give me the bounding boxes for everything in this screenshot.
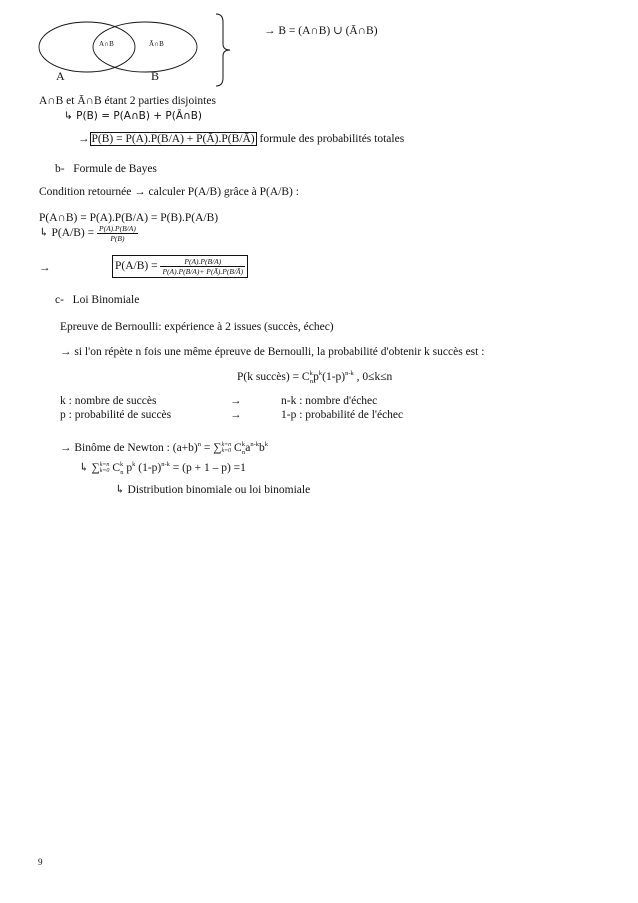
bayes-heading — [55, 163, 157, 175]
sum-bottom: k=0 — [99, 468, 110, 475]
def-arrow-0: → — [230, 395, 242, 407]
pk-prefix: P(k succès) = C — [237, 370, 310, 383]
arrow: → — [78, 133, 90, 145]
sum-symbol: ∑ — [91, 462, 100, 474]
fraction-denominator: P(A).P(B/A)+ P(Ā).P(B/Ā) — [162, 267, 244, 276]
sum-line-p-exp: k — [132, 461, 136, 469]
def-left-1: p : probabilité de succès — [60, 409, 172, 421]
pk-q-exp: n-k — [345, 370, 354, 377]
bayes-pab-fraction — [97, 224, 138, 243]
sum-top: k=n — [99, 462, 110, 469]
pk-suffix: , 0≤k≤n — [356, 370, 393, 383]
newton-term-n: n — [241, 449, 246, 457]
newton-a: a — [245, 441, 251, 454]
bernoulli-text: Epreuve de Bernoulli: expérience à 2 issues (succès, échec) — [60, 321, 334, 333]
sum-line-term: C — [112, 462, 120, 474]
def-arrow-1: → — [230, 409, 242, 421]
binomial-heading-text: Loi Binomiale — [72, 294, 140, 306]
pk-n: n — [309, 378, 314, 386]
bayes-final-prefix: P(A/B) = — [115, 260, 158, 273]
venn-label-a: A — [56, 69, 65, 83]
newton-b-exp: k — [264, 441, 268, 448]
bayes-final-fraction — [160, 257, 245, 276]
right-brace — [214, 12, 234, 88]
bayes-heading-text: Formule de Bayes — [73, 163, 157, 175]
newton-a-exp: n-k — [250, 441, 259, 448]
def-right-0: n-k : nombre d'échec — [281, 395, 378, 407]
pk-p: p — [313, 370, 319, 383]
sum-line-end: = (p + 1 – p) =1 — [172, 462, 246, 474]
newton-eq: = — [203, 441, 211, 454]
total-prob-formula: P(B) = P(A).P(B/A) + P(Ā).P(B/Ā) — [91, 133, 255, 145]
sum-bottom: k=0 — [221, 448, 232, 455]
sum-line-q-exp: n-k — [161, 461, 170, 469]
total-prob-note: formule des probabilités totales — [259, 133, 405, 145]
venn-region-left: A∩B — [99, 40, 114, 48]
pk-k: k — [309, 370, 313, 377]
sum-top: k=n — [221, 442, 232, 449]
page-number: 9 — [38, 857, 43, 867]
newton-term-k: k — [241, 441, 245, 448]
pb-line: ↳ P(B) = P(A∩B) + P(Ā∩B) — [64, 110, 203, 122]
def-right-1: 1-p : probabilité de l'échec — [281, 409, 404, 421]
bayes-pab-prefix: ↳ P(A/B) = — [39, 227, 95, 240]
sum-line-p: p — [126, 462, 133, 474]
pk-formula — [237, 370, 392, 385]
bayes-equation: P(A∩B) = P(A).P(B/A) = P(B).P(A/B) — [39, 212, 219, 224]
sum-line-k: k — [119, 461, 124, 469]
repeat-text: → si l'on répète n fois une même épreuve de Bernoulli, la probabilité d'obtenir k succès est : — [60, 346, 485, 358]
sum-limits — [221, 442, 231, 454]
pk-q: (1-p) — [322, 370, 346, 383]
fraction-numerator: P(A).P(B/A) — [160, 257, 245, 267]
venn-region-right: Ā∩B — [149, 40, 164, 48]
sum-line-q: (1-p) — [138, 462, 162, 474]
bayes-heading-letter: b- — [55, 163, 65, 175]
venn-result: → B = (A∩B) ∪ (Ā∩B) — [264, 25, 378, 37]
pk-p-exp: k — [318, 370, 323, 377]
fraction-denominator: P(B) — [110, 234, 125, 243]
bayes-final-box — [112, 255, 248, 278]
total-prob-line — [78, 133, 404, 145]
sum-limits — [100, 462, 110, 474]
newton-term: C — [234, 441, 242, 454]
venn-label-b: B — [151, 69, 160, 83]
venn-circle-a — [39, 22, 135, 72]
newton-b: b — [259, 441, 265, 454]
sum-line-prefix: ↳ — [79, 462, 89, 474]
sum-line-n: n — [120, 469, 124, 477]
distribution-text: ↳ Distribution binomiale ou loi binomiale — [115, 484, 311, 496]
bayes-condition: Condition retournée → calculer P(A/B) grâce à P(A/B) : — [39, 186, 299, 198]
newton-exp: n — [197, 441, 201, 448]
binomial-heading — [55, 294, 139, 306]
sum-line — [79, 460, 246, 476]
bayes-pab-line — [39, 224, 138, 243]
sum-symbol: ∑ — [213, 441, 222, 454]
fraction-numerator: P(A).P(B/A) — [98, 224, 136, 233]
newton-prefix: → Binôme de Newton : (a+b) — [60, 441, 198, 454]
newton-line — [60, 441, 268, 456]
bayes-arrow: → — [39, 262, 51, 274]
disjoint-text: A∩B et Ā∩B étant 2 parties disjointes — [39, 95, 216, 107]
def-left-0: k : nombre de succès — [60, 395, 157, 407]
binomial-heading-letter: c- — [55, 294, 64, 306]
